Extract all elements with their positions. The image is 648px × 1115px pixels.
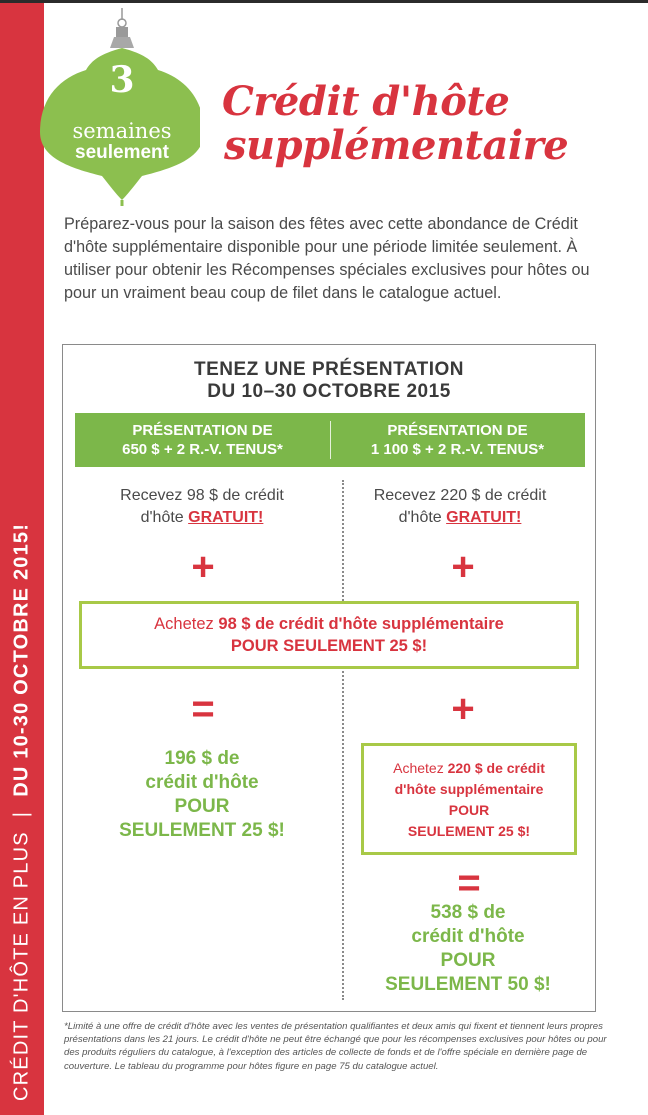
left-header-line-1: PRÉSENTATION DE xyxy=(132,422,273,439)
side-banner xyxy=(0,3,44,1115)
intro-paragraph: Préparez-vous pour la saison des fêtes avec cette abondance de Crédit d'hôte supplémentaire disponible pour une période limitée seulement. À utiliser pour obtenir les Récompenses spéciales exclusives pour hôtes ou pour un vraiment beau coup de filet dans le catalogue actuel. xyxy=(64,215,590,302)
side-banner-bold-text: DU 10-30 OCTOBRE 2015! xyxy=(10,522,33,797)
right-purchase-line-1 xyxy=(364,758,574,779)
offer-title-line-1: TENEZ UNE PRÉSENTATION xyxy=(194,359,464,380)
right-purchase-line-2: d'hôte supplémentaire xyxy=(394,781,544,797)
shared-purchase-line-1 xyxy=(82,613,576,635)
right-column-header xyxy=(330,421,585,459)
left-column-header xyxy=(75,421,330,459)
left-plus-icon: + xyxy=(191,545,215,589)
right-plus-icon-2: + xyxy=(451,687,475,731)
badge-weeks-text: semaines xyxy=(72,119,172,143)
left-receive-text xyxy=(77,485,327,529)
right-receive-line-1: Recevez 220 $ de crédit xyxy=(373,487,547,504)
right-receive-prefix: d'hôte xyxy=(398,509,447,526)
footnote: *Limité à une offre de crédit d'hôte avec les ventes de présentation qualifiantes et deux amis qui fixent et tiennent leurs propres présentations dans les 21 jours. Le crédit d'hôte ne peut être échangé que pour les récompenses exclusives pour hôtes ou pour des produits réguliers du catalogue, à l'exception des articles de collecte de fonds et de l'offre spéciale en dernière page de couverture. Le tableau du programme pour hôtes figure en page 75 du catalogue actuel. xyxy=(64,1021,607,1072)
shared-purchase-line-2: POUR SEULEMENT 25 $! xyxy=(230,637,428,655)
right-result xyxy=(345,901,591,997)
headline-line-2: supplémentaire xyxy=(224,122,569,169)
right-header-line-2: 1 100 $ + 2 R.-V. TENUS* xyxy=(370,441,545,458)
offer-title-line-2: DU 10–30 OCTOBRE 2015 xyxy=(207,381,451,402)
right-receive-text xyxy=(335,485,585,529)
shared-purchase-prefix: Achetez xyxy=(154,615,219,633)
right-purchase-amount: 220 $ de crédit xyxy=(447,760,545,776)
right-purchase-prefix: Achetez xyxy=(393,760,448,776)
right-purchase-line-4: SEULEMENT 25 $! xyxy=(407,823,531,839)
left-receive-line-1: Recevez 98 $ de crédit xyxy=(120,487,284,504)
ornament-badge-icon xyxy=(40,8,200,208)
side-banner-text xyxy=(11,523,34,1101)
headline-line-1: Crédit d'hôte xyxy=(222,78,510,125)
right-receive-line-2 xyxy=(335,507,585,529)
top-edge-bar xyxy=(0,0,648,3)
offer-box xyxy=(62,344,596,1012)
side-banner-separator: | xyxy=(10,810,33,818)
badge-number: 3 xyxy=(109,59,135,101)
left-result xyxy=(77,747,327,843)
shared-purchase-amount: 98 $ de crédit d'hôte supplémentaire xyxy=(218,615,504,633)
right-result-line-3: POUR xyxy=(440,950,496,971)
shared-purchase-box xyxy=(79,601,579,669)
left-result-line-2: crédit d'hôte xyxy=(145,772,259,793)
badge-only-text: seulement xyxy=(75,142,169,163)
left-receive-line-2 xyxy=(77,507,327,529)
right-plus-icon: + xyxy=(451,545,475,589)
right-result-line-2: crédit d'hôte xyxy=(411,926,525,947)
right-purchase-box xyxy=(361,743,577,855)
side-banner-light-text: CRÉDIT D'HÔTE EN PLUS xyxy=(10,831,33,1101)
right-equals-icon: = xyxy=(457,861,481,905)
left-free-label: GRATUIT! xyxy=(188,509,264,526)
right-header-line-1: PRÉSENTATION DE xyxy=(387,422,528,439)
left-result-line-4: SEULEMENT 25 $! xyxy=(119,820,285,841)
right-result-line-1: 538 $ de xyxy=(430,902,506,923)
right-free-label: GRATUIT! xyxy=(446,509,522,526)
left-header-line-2: 650 $ + 2 R.-V. TENUS* xyxy=(122,441,283,458)
page-headline xyxy=(222,80,568,168)
left-receive-prefix: d'hôte xyxy=(140,509,189,526)
right-purchase-line-3: POUR xyxy=(448,802,490,818)
left-result-line-3: POUR xyxy=(174,796,230,817)
offer-header-bar xyxy=(75,413,585,467)
right-result-line-4: SEULEMENT 50 $! xyxy=(385,974,551,995)
column-divider xyxy=(342,480,344,1000)
left-result-line-1: 196 $ de xyxy=(164,748,240,769)
offer-title xyxy=(63,359,595,403)
left-equals-icon: = xyxy=(191,687,215,731)
